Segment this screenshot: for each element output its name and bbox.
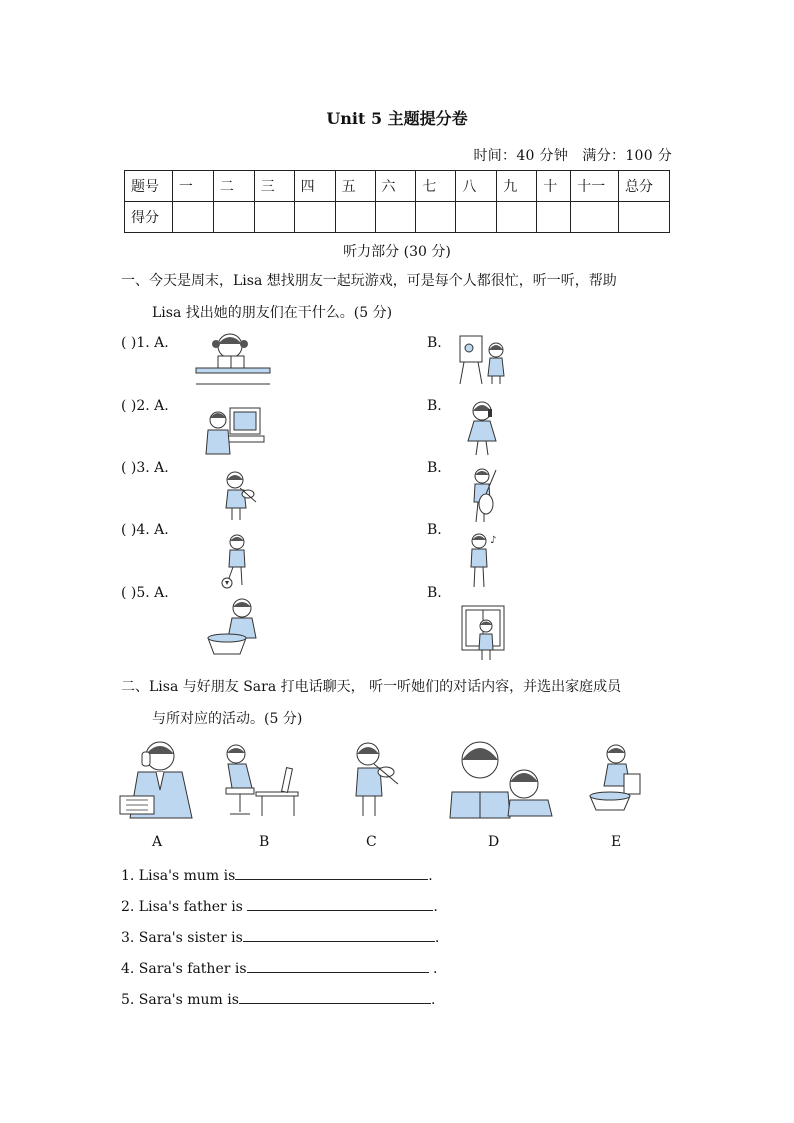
answer-blank[interactable]	[247, 897, 433, 911]
question-3-option-b: B.	[427, 460, 442, 476]
score-input-cell[interactable]	[456, 202, 497, 233]
fill-item-1	[121, 866, 433, 884]
listening-header: 听力部分 (30 分)	[343, 244, 451, 260]
section2-instruction-line1: 二、Lisa 与好朋友 Sara 打电话聊天， 听一听她们的对话内容，并选出家庭成员	[121, 679, 622, 695]
picture-label-c: C	[366, 834, 377, 850]
fill-item-end: .	[430, 992, 436, 1008]
fill-item-text: 4. Sara's father is	[121, 961, 247, 977]
svg-text:♪: ♪	[490, 535, 497, 546]
table-cell: 总分	[619, 171, 670, 202]
man-phone-icon	[116, 738, 196, 822]
boy-pipa-icon	[470, 466, 500, 524]
table-cell: 十一	[571, 171, 619, 202]
man-computer-icon	[222, 740, 302, 820]
girl-phone-icon	[462, 399, 502, 457]
question-3-label: ( )3. A.	[121, 460, 169, 476]
answer-blank[interactable]	[243, 928, 435, 942]
table-cell: 七	[416, 171, 456, 202]
score-table-header-row	[125, 171, 670, 202]
score-input-cell[interactable]	[375, 202, 416, 233]
fill-item-3	[121, 928, 439, 946]
girl-violin-icon	[348, 740, 400, 820]
time-info: 时间：40 分钟 满分：100 分	[473, 148, 672, 164]
question-1-option-b: B.	[427, 335, 442, 351]
mother-child-reading-icon	[448, 738, 556, 820]
boy-singing-icon	[466, 531, 500, 589]
fill-item-5	[121, 990, 435, 1008]
girl-reading-icon	[196, 330, 272, 386]
table-cell: 题号	[125, 171, 173, 202]
question-4-option-b: B.	[427, 522, 442, 538]
answer-blank[interactable]	[235, 866, 428, 880]
section1-instruction-line1: 一、今天是周末，Lisa 想找朋友一起玩游戏，可是每个人都很忙，听一听，帮助	[121, 273, 617, 289]
picture-label-e: E	[611, 834, 622, 850]
girl-washing-feet-icon	[580, 742, 646, 812]
question-1-label: ( )1. A.	[121, 335, 169, 351]
question-2-option-b: B.	[427, 398, 442, 414]
fill-item-end: .	[433, 899, 438, 915]
picture-label-d: D	[488, 834, 500, 850]
score-input-cell[interactable]	[497, 202, 537, 233]
fill-item-end: .	[428, 868, 433, 884]
picture-label-b: B	[259, 834, 270, 850]
table-cell: 六	[375, 171, 416, 202]
picture-label-a: A	[152, 834, 163, 850]
score-input-cell[interactable]	[571, 202, 619, 233]
question-5-option-b: B.	[427, 585, 442, 601]
fill-item-4	[121, 959, 437, 977]
fill-item-text: 2. Lisa's father is	[121, 899, 248, 915]
section1-instruction-line2: Lisa 找出她的朋友们在干什么。(5 分)	[152, 305, 393, 321]
fill-item-2	[121, 897, 438, 915]
table-cell: 十	[537, 171, 571, 202]
question-4-label: ( )4. A.	[121, 522, 169, 538]
girl-violin-icon	[220, 470, 258, 522]
answer-blank[interactable]	[239, 990, 431, 1004]
boy-washing-icon	[206, 596, 264, 658]
section2-instruction-line2: 与所对应的活动。(5 分)	[152, 711, 303, 727]
boy-football-icon	[220, 533, 254, 589]
score-input-cell[interactable]	[537, 202, 571, 233]
fill-item-end: .	[434, 930, 440, 946]
score-table-score-row	[125, 202, 670, 233]
fill-item-text: 5. Sara's mum is	[121, 992, 239, 1008]
score-input-cell[interactable]	[254, 202, 294, 233]
score-input-cell[interactable]	[335, 202, 375, 233]
fill-item-end: .	[428, 961, 438, 977]
question-5-label: ( )5. A.	[121, 585, 169, 601]
answer-blank[interactable]	[247, 959, 429, 973]
fill-item-text: 3. Sara's sister is	[121, 930, 243, 946]
fill-item-text: 1. Lisa's mum is	[121, 868, 236, 884]
girl-computer-icon	[204, 404, 266, 456]
score-input-cell[interactable]	[416, 202, 456, 233]
score-input-cell[interactable]	[172, 202, 213, 233]
table-cell: 一	[172, 171, 213, 202]
score-table	[124, 170, 670, 233]
table-cell: 五	[335, 171, 375, 202]
score-input-cell[interactable]	[619, 202, 670, 233]
table-cell: 二	[213, 171, 254, 202]
table-cell: 四	[294, 171, 335, 202]
table-cell: 得分	[125, 202, 173, 233]
score-input-cell[interactable]	[294, 202, 335, 233]
question-2-label: ( )2. A.	[121, 398, 169, 414]
score-input-cell[interactable]	[213, 202, 254, 233]
table-cell: 八	[456, 171, 497, 202]
girl-window-icon	[460, 604, 508, 662]
page-title: Unit 5 主题提分卷	[326, 109, 468, 128]
table-cell: 三	[254, 171, 294, 202]
girl-painting-icon	[458, 332, 510, 386]
table-cell: 九	[497, 171, 537, 202]
